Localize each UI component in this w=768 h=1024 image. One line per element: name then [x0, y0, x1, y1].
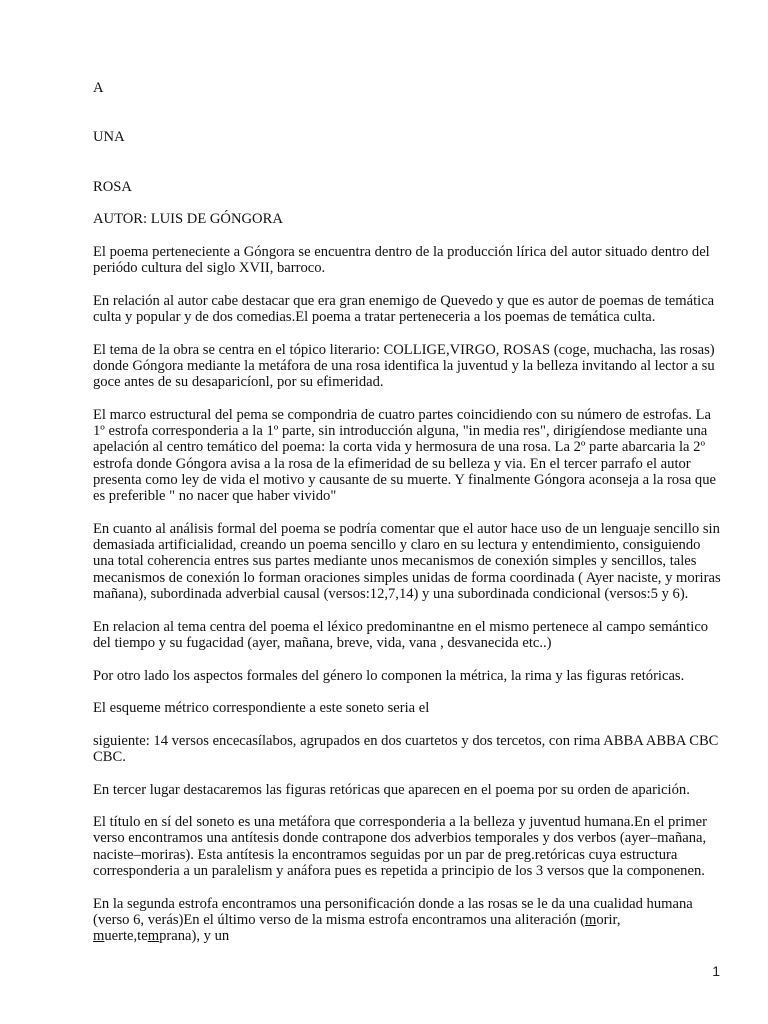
- alliteration-rest-3: prana), y un: [159, 928, 230, 945]
- paragraph-4: El marco estructural del pema se compondria de cuatro partes coincidiendo con su número de estrofas. La 1º estrofa corresponderia a la 1º parte, sin introducción alguna, "in media res", dirigíendose mediante una apelación al centro temático del poema: la corta vida y hermosura de una rosa. La 2º parte abarcaria la 2º estrofa donde Góngora avisa a la rosa de la efimeridad de su belleza y via. En el tercer parrafo el autor presenta como ley de vida el motivo y causante de su muerte. Y finalmente Góngora aconseja a la rosa que es preferible " no nacer que haber vivido": [93, 406, 716, 505]
- paragraph-9: siguiente: 14 versos encecasílabos, agrupados en dos cuartetos y dos tercetos, con rima ABBA ABBA CBC CBC.: [93, 732, 719, 765]
- paragraph-11: El título en sí del soneto es una metáfora que corresponderia a la belleza y juventud humana.En el primer verso encontramos una antítesis donde contrapone dos adverbios temporales y dos verbos (ayer–mañana, naciste–moriras). Esta antítesis la encontramos seguidas por un par de preg.retóricas cuya estructura corresponderia a un paralelism y anáfora pues es repetida a principio de los 3 versos que la componenen.: [93, 814, 707, 880]
- alliteration-rest-2: uerte,te: [104, 928, 148, 945]
- alliteration-m-2: m: [93, 928, 105, 945]
- paragraph-7: Por otro lado los aspectos formales del género lo componen la métrica, la rima y las figuras retóricas.: [93, 667, 685, 684]
- author-line: AUTOR: LUIS DE GÓNGORA: [93, 211, 283, 228]
- document-body: [93, 80, 723, 961]
- paragraph-3: El tema de la obra se centra en el tópico literario: COLLIGE,VIRGO, ROSAS (coge, muchacha, las rosas) donde Góngora mediante la metáfora de una rosa identifica la juventud y la belleza invitando al lector a su goce antes de su desaparicíonl, por su efimeridad.: [93, 341, 715, 391]
- paragraph-10: En tercer lugar destacaremos las figuras retóricas que aparecen en el poema por su orden de aparición.: [93, 781, 690, 798]
- title-line-una: UNA: [93, 129, 125, 146]
- paragraph-8: El esqueme métrico correspondiente a este soneto seria el: [93, 700, 430, 717]
- paragraph-2: En relación al autor cabe destacar que era gran enemigo de Quevedo y que es autor de poemas de temática culta y popular y de dos comedias.El poema a tratar perteneceria a los poemas de temática culta.: [93, 292, 715, 325]
- alliteration-m-1: m: [584, 911, 597, 928]
- title-line-rosa: ROSA: [93, 178, 132, 195]
- paragraph-5: En cuanto al análisis formal del poema se podría comentar que el autor hace uso de un lenguaje sencillo sin demasiada artificialidad, creando un poema sencillo y claro en su lectura y entendimiento, consiguiendo una total coherencia entres sus partes mediante unos mecanismos de conexión simples y sencillos, tales mecanismos de conexión lo forman oraciones simples unidas de forma coordinada ( Ayer naciste, y moriras mañana), subordinada adverbial causal (versos:12,7,14) y una subordinada condicional (versos:5 y 6).: [93, 520, 721, 603]
- alliteration-m-3: m: [147, 928, 160, 945]
- page-number: 1: [712, 963, 720, 979]
- paragraph-12: [93, 896, 723, 945]
- paragraph-6: En relacion al tema centra del poema el léxico predominantne en el mismo pertenece al campo semántico del tiempo y su fugacidad (ayer, mañana, breve, vida, vana , desvanecida etc..): [93, 618, 709, 651]
- paragraph-1: El poema perteneciente a Góngora se encuentra dentro de la producción lírica del autor situado dentro del periódo cultura del siglo XVII, barroco.: [93, 243, 710, 277]
- alliteration-rest-1: orir,: [596, 911, 621, 928]
- paragraph-12-text: En la segunda estrofa encontramos una personificación donde a las rosas se le da una cualidad humana (verso 6, verás)En el último verso de la misma estrofa encontramos una aliteración (: [93, 895, 693, 928]
- title-line-a: A: [93, 80, 104, 96]
